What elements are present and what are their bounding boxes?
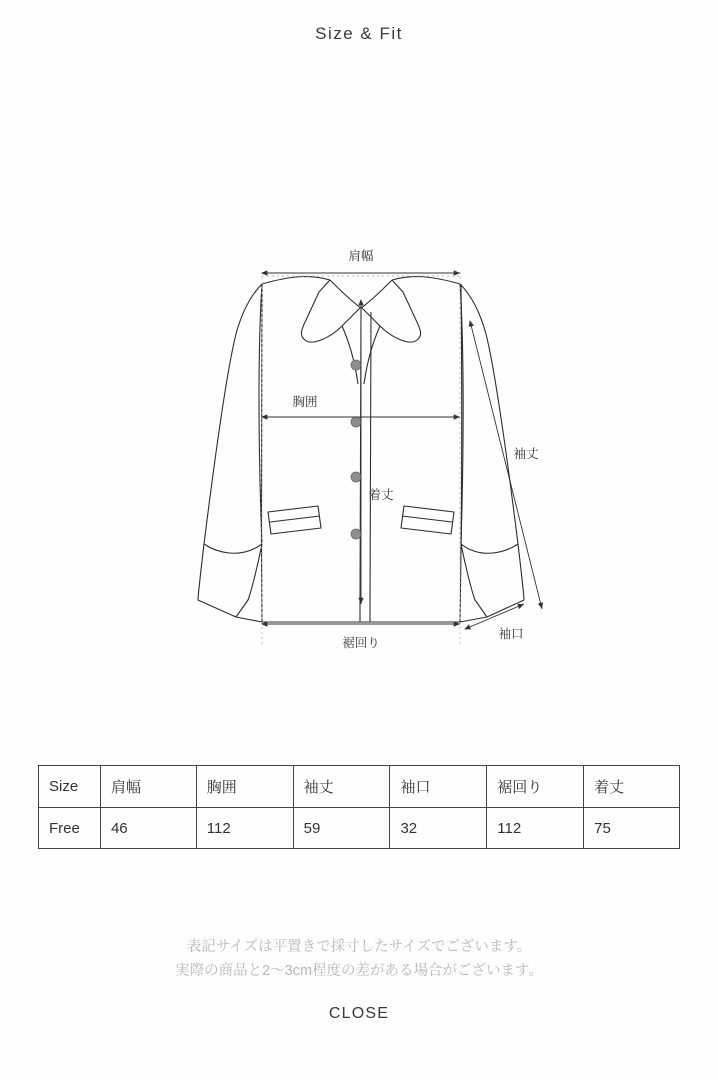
table-row: [39, 808, 680, 849]
table-header-cell: 肩幅: [100, 766, 196, 808]
table-header-cell: 袖口: [390, 766, 487, 808]
label-body-length: 着丈: [368, 487, 394, 502]
close-button[interactable]: CLOSE: [328, 1005, 390, 1022]
label-chest: 胸囲: [292, 394, 318, 409]
measurement-diagram: [0, 44, 718, 684]
table-header-row: [39, 766, 680, 808]
table-header-cell: 袖丈: [293, 766, 390, 808]
size-table-container: [38, 765, 680, 849]
table-header-cell: Size: [39, 766, 101, 808]
table-cell: 112: [487, 808, 584, 849]
label-hem: 裾回り: [342, 635, 380, 650]
note-line-2: 実際の商品と2〜3cm程度の差がある場合がございます。: [175, 963, 543, 979]
table-cell: 75: [584, 808, 680, 849]
label-shoulder: 肩幅: [348, 248, 374, 263]
label-sleeve-length: 袖丈: [513, 446, 539, 461]
size-table: [38, 765, 680, 849]
measurement-notes: [0, 935, 718, 983]
note-line-1: 表記サイズは平置きで採寸したサイズでございます。: [186, 939, 532, 955]
table-cell: 32: [390, 808, 487, 849]
table-cell: Free: [39, 808, 101, 849]
table-cell: 59: [293, 808, 390, 849]
table-cell: 46: [100, 808, 196, 849]
table-header-cell: 裾回り: [487, 766, 584, 808]
label-cuff: 袖口: [498, 626, 524, 641]
table-header-cell: 胸囲: [196, 766, 293, 808]
table-cell: 112: [196, 808, 293, 849]
table-header-cell: 着丈: [584, 766, 680, 808]
page-title: Size & Fit: [315, 24, 403, 43]
